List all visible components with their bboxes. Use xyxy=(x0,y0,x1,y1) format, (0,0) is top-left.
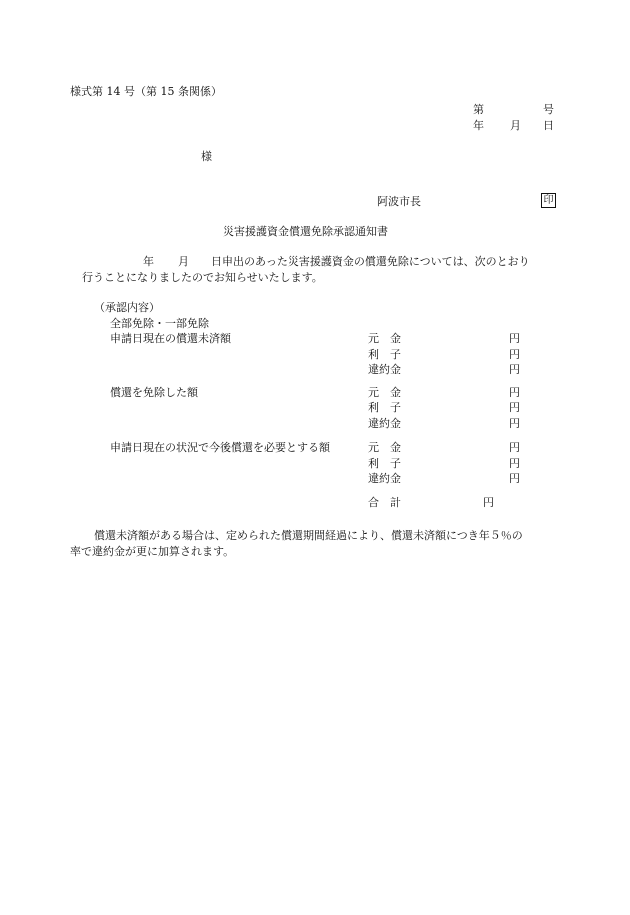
body-line-1: 日申出のあった災害援護資金の償還免除については、次のとおり xyxy=(211,255,530,268)
item-principal: 元 金 xyxy=(368,332,401,345)
approval-type: 全部免除・一部免除 xyxy=(110,317,209,330)
issuer-name: 阿波市長 xyxy=(377,195,421,208)
note-line-1: 償還未済額がある場合は、定められた償還期間経過により、償還未済額につき年５％の xyxy=(94,529,523,542)
unit-yen: 円 xyxy=(509,348,520,361)
item-penalty: 違約金 xyxy=(368,363,401,376)
item-penalty: 違約金 xyxy=(368,472,401,485)
date-year: 年 xyxy=(473,119,484,132)
total-label: 合 計 xyxy=(368,496,401,509)
approval-heading: （承認内容） xyxy=(94,301,160,314)
note-line-2: 率で違約金が更に加算されます。 xyxy=(70,545,235,558)
date-month: 月 xyxy=(510,119,521,132)
unit-yen: 円 xyxy=(509,457,520,470)
document-number-prefix: 第 xyxy=(473,103,484,116)
unit-yen: 円 xyxy=(509,417,520,430)
total-unit-yen: 円 xyxy=(483,496,494,509)
unit-yen: 円 xyxy=(509,472,520,485)
date-day: 日 xyxy=(543,119,554,132)
item-interest: 利 子 xyxy=(368,457,401,470)
section-label: 申請日現在の償還未済額 xyxy=(110,332,231,345)
item-penalty: 違約金 xyxy=(368,417,401,430)
unit-yen: 円 xyxy=(509,386,520,399)
document-title: 災害援護資金償還免除承認通知書 xyxy=(223,225,388,238)
unit-yen: 円 xyxy=(509,401,520,414)
section-label: 申請日現在の状況で今後償還を必要とする額 xyxy=(110,441,330,454)
item-interest: 利 子 xyxy=(368,348,401,361)
unit-yen: 円 xyxy=(509,363,520,376)
form-number: 様式第 14 号（第 15 条関係） xyxy=(70,85,222,98)
item-interest: 利 子 xyxy=(368,401,401,414)
document-number-suffix: 号 xyxy=(543,103,554,116)
recipient-honorific: 様 xyxy=(201,150,212,163)
body-line-2: 行うことになりましたのでお知らせいたします。 xyxy=(82,271,323,284)
unit-yen: 円 xyxy=(509,332,520,345)
body-year: 年 xyxy=(143,255,154,268)
item-principal: 元 金 xyxy=(368,386,401,399)
item-principal: 元 金 xyxy=(368,441,401,454)
seal-mark: 印 xyxy=(541,193,556,208)
body-month: 月 xyxy=(178,255,189,268)
section-label: 償還を免除した額 xyxy=(110,386,198,399)
unit-yen: 円 xyxy=(509,441,520,454)
